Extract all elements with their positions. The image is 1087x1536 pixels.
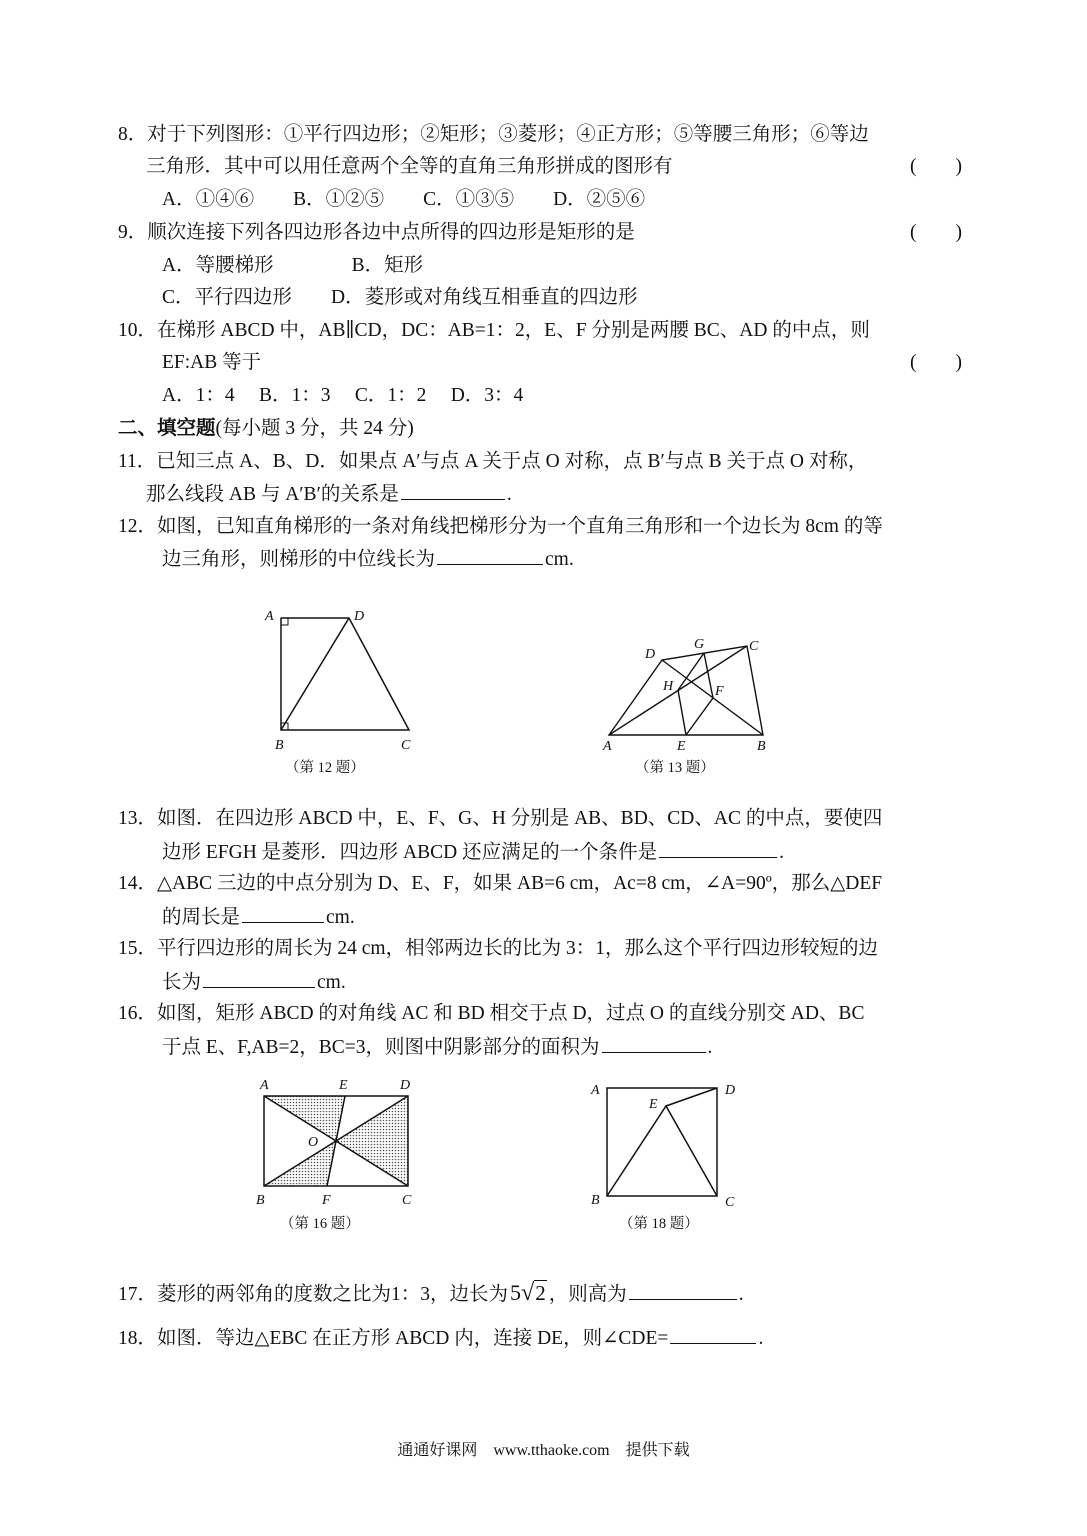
- q14-end: cm.: [326, 907, 355, 928]
- fig13-caption: （第 13 题）: [635, 760, 715, 776]
- q11-line2-text: 那么线段 AB 与 A′B′的关系是: [146, 484, 399, 505]
- fig12-label-b: B: [275, 738, 284, 753]
- q16-line2-text: 于点 E、F,AB=2，BC=3，则图中阴影部分的面积为: [162, 1037, 600, 1058]
- q8-line1: 8．对于下列图形：①平行四边形；②矩形；③菱形；④正方形；⑤等腰三角形；⑥等边: [118, 124, 869, 145]
- fig13-segment-eh: [678, 690, 686, 735]
- fig18-square: [607, 1088, 717, 1196]
- q15-answer-blank[interactable]: [203, 969, 315, 988]
- q17-line: [118, 1280, 744, 1308]
- q17-text-pre: 17．菱形的两邻角的度数之比为1：3，边长为: [118, 1284, 509, 1305]
- q16-answer-blank[interactable]: [602, 1034, 706, 1053]
- q13-end: .: [779, 842, 784, 863]
- q18-text: 18．如图．等边△EBC 在正方形 ABCD 内，连接 DE，则∠CDE=: [118, 1328, 669, 1349]
- figure-16: [250, 1074, 430, 1239]
- q10-line1: 10．在梯形 ABCD 中，AB∥CD，DC：AB=1：2，E、F 分别是两腰 BC、AD 的中点，则: [118, 320, 870, 341]
- q15-end: cm.: [317, 972, 346, 993]
- fig12-diagonal-bd: [281, 618, 349, 730]
- fig12-trapezoid-outline: [281, 618, 409, 730]
- fig13-label-f: F: [715, 684, 724, 699]
- section2-note: (每小题 3 分，共 24 分): [215, 418, 414, 439]
- q12-line1: 12．如图，已知直角梯形的一条对角线把梯形分为一个直角三角形和一个边长为 8cm 的等: [118, 516, 883, 537]
- q11-answer-blank[interactable]: [401, 481, 505, 500]
- fig16-label-d: D: [400, 1078, 411, 1093]
- fig13-label-c: C: [749, 639, 759, 654]
- fig13-label-b: B: [757, 739, 766, 754]
- q8-options: A．①④⑥ B．①②⑤ C．①③⑤ D．②⑤⑥: [162, 189, 646, 210]
- q12-answer-blank[interactable]: [437, 546, 543, 565]
- q11-line2: [146, 481, 512, 508]
- fig12-label-c: C: [401, 738, 411, 753]
- q18-answer-blank[interactable]: [670, 1325, 756, 1344]
- q13-answer-blank[interactable]: [659, 839, 777, 858]
- q17-answer-blank[interactable]: [629, 1281, 737, 1300]
- q11-end: .: [506, 484, 512, 505]
- q14-line2-text: 的周长是: [162, 907, 241, 928]
- fig18-segment-de: [666, 1088, 717, 1106]
- fig16-label-e: E: [339, 1078, 348, 1093]
- q14-line1: 14．△ABC 三边的中点分别为 D、E、F，如果 AB=6 cm，Ac=8 cm，∠A=90º，那么△DEF: [118, 873, 883, 894]
- q9-line1: 9．顺次连接下列各四边形各边中点所得的四边形是矩形的是: [118, 222, 635, 243]
- q17-radical: [510, 1280, 547, 1308]
- fig13-segment-gf: [704, 653, 713, 698]
- fig18-label-b: B: [591, 1193, 600, 1208]
- q18-line: [118, 1325, 763, 1352]
- q16-line1: 16．如图，矩形 ABCD 的对角线 AC 和 BD 相交于点 D，过点 O 的直线分别交 AD、BC: [118, 1003, 865, 1024]
- fig13-label-d: D: [645, 647, 656, 662]
- fig16-label-o: O: [308, 1135, 319, 1150]
- fig16-label-b: B: [256, 1193, 265, 1208]
- sqrt-icon: √: [521, 1280, 535, 1306]
- fig12-caption: （第 12 题）: [285, 760, 365, 776]
- q15-line2-text: 长为: [162, 972, 202, 993]
- section2-heading: [118, 416, 414, 442]
- section2-title: 二、填空题: [118, 418, 216, 439]
- q13-line1: 13．如图．在四边形 ABCD 中，E、F、G、H 分别是 AB、BD、CD、AC 的中点，要使四: [118, 808, 883, 829]
- q9-options-row1: A．等腰梯形 B．矩形: [162, 255, 424, 276]
- fig13-label-a: A: [603, 739, 612, 754]
- q18-end: .: [758, 1328, 764, 1349]
- fig16-label-c: C: [402, 1193, 412, 1208]
- q8-answer-paren: ( ): [910, 156, 962, 177]
- q17-text-post: ，则高为: [548, 1284, 627, 1305]
- fig13-segment-ef: [686, 698, 713, 735]
- fig16-label-f: F: [322, 1193, 331, 1208]
- q17-coefficient: 5: [510, 1280, 522, 1305]
- fig13-label-h: H: [663, 679, 674, 694]
- fig18-caption: （第 18 题）: [619, 1216, 699, 1232]
- q12-line2-text: 边三角形，则梯形的中位线长为: [162, 549, 436, 570]
- q8-line2: 三角形．其中可以用任意两个全等的直角三角形拼成的图形有: [146, 156, 673, 177]
- fig16-caption: （第 16 题）: [280, 1216, 360, 1232]
- q13-line2-text: 边形 EFGH 是菱形．四边形 ABCD 还应满足的一个条件是: [162, 842, 658, 863]
- fig13-label-e: E: [677, 739, 686, 754]
- fig16-shaded-right: [336, 1096, 408, 1186]
- fig16-label-a: A: [260, 1078, 269, 1093]
- q9-options-row2: C．平行四边形 D．菱形或对角线互相垂直的四边形: [162, 287, 638, 308]
- q10-options: A．1：4 B．1：3 C．1：2 D．3：4: [162, 385, 524, 406]
- q12-end: cm.: [545, 549, 574, 570]
- figure-12: [255, 598, 435, 783]
- fig18-label-e: E: [649, 1097, 658, 1112]
- q14-answer-blank[interactable]: [242, 904, 324, 923]
- fig13-quadrilateral: [609, 646, 763, 735]
- q13-line2: [162, 839, 784, 866]
- q10-answer-paren: ( ): [910, 352, 962, 373]
- page-footer: 通通好课网 www.tthaoke.com 提供下载: [397, 1442, 690, 1459]
- figure-18: [585, 1074, 755, 1239]
- fig12-right-angle-a: [281, 618, 288, 625]
- q11-line1: 11．已知三点 A、B、D．如果点 A′与点 A 关于点 O 对称，点 B′与点 B 关于点 O 对称，: [118, 451, 868, 472]
- fig12-label-a: A: [265, 609, 274, 624]
- fig18-label-a: A: [591, 1083, 600, 1098]
- q14-line2: [162, 904, 355, 931]
- fig13-segment-gh: [678, 653, 704, 690]
- fig18-label-c: C: [725, 1195, 735, 1210]
- q9-answer-paren: ( ): [910, 222, 962, 243]
- q15-line1: 15．平行四边形的周长为 24 cm，相邻两边长的比为 3：1，那么这个平行四边形较短的边: [118, 938, 878, 959]
- fig12-label-d: D: [354, 609, 365, 624]
- q16-end: .: [707, 1037, 713, 1058]
- fig18-equilateral-triangle: [607, 1106, 717, 1196]
- q16-line2: [162, 1034, 712, 1061]
- q17-radicand: 2: [535, 1281, 546, 1305]
- q15-line2: [162, 969, 346, 996]
- q17-end: .: [738, 1284, 744, 1305]
- fig13-label-g: G: [694, 637, 705, 652]
- fig18-label-d: D: [725, 1083, 736, 1098]
- q12-line2: [162, 546, 574, 573]
- q10-line2: EF:AB 等于: [162, 352, 262, 373]
- figure-13: [595, 628, 805, 783]
